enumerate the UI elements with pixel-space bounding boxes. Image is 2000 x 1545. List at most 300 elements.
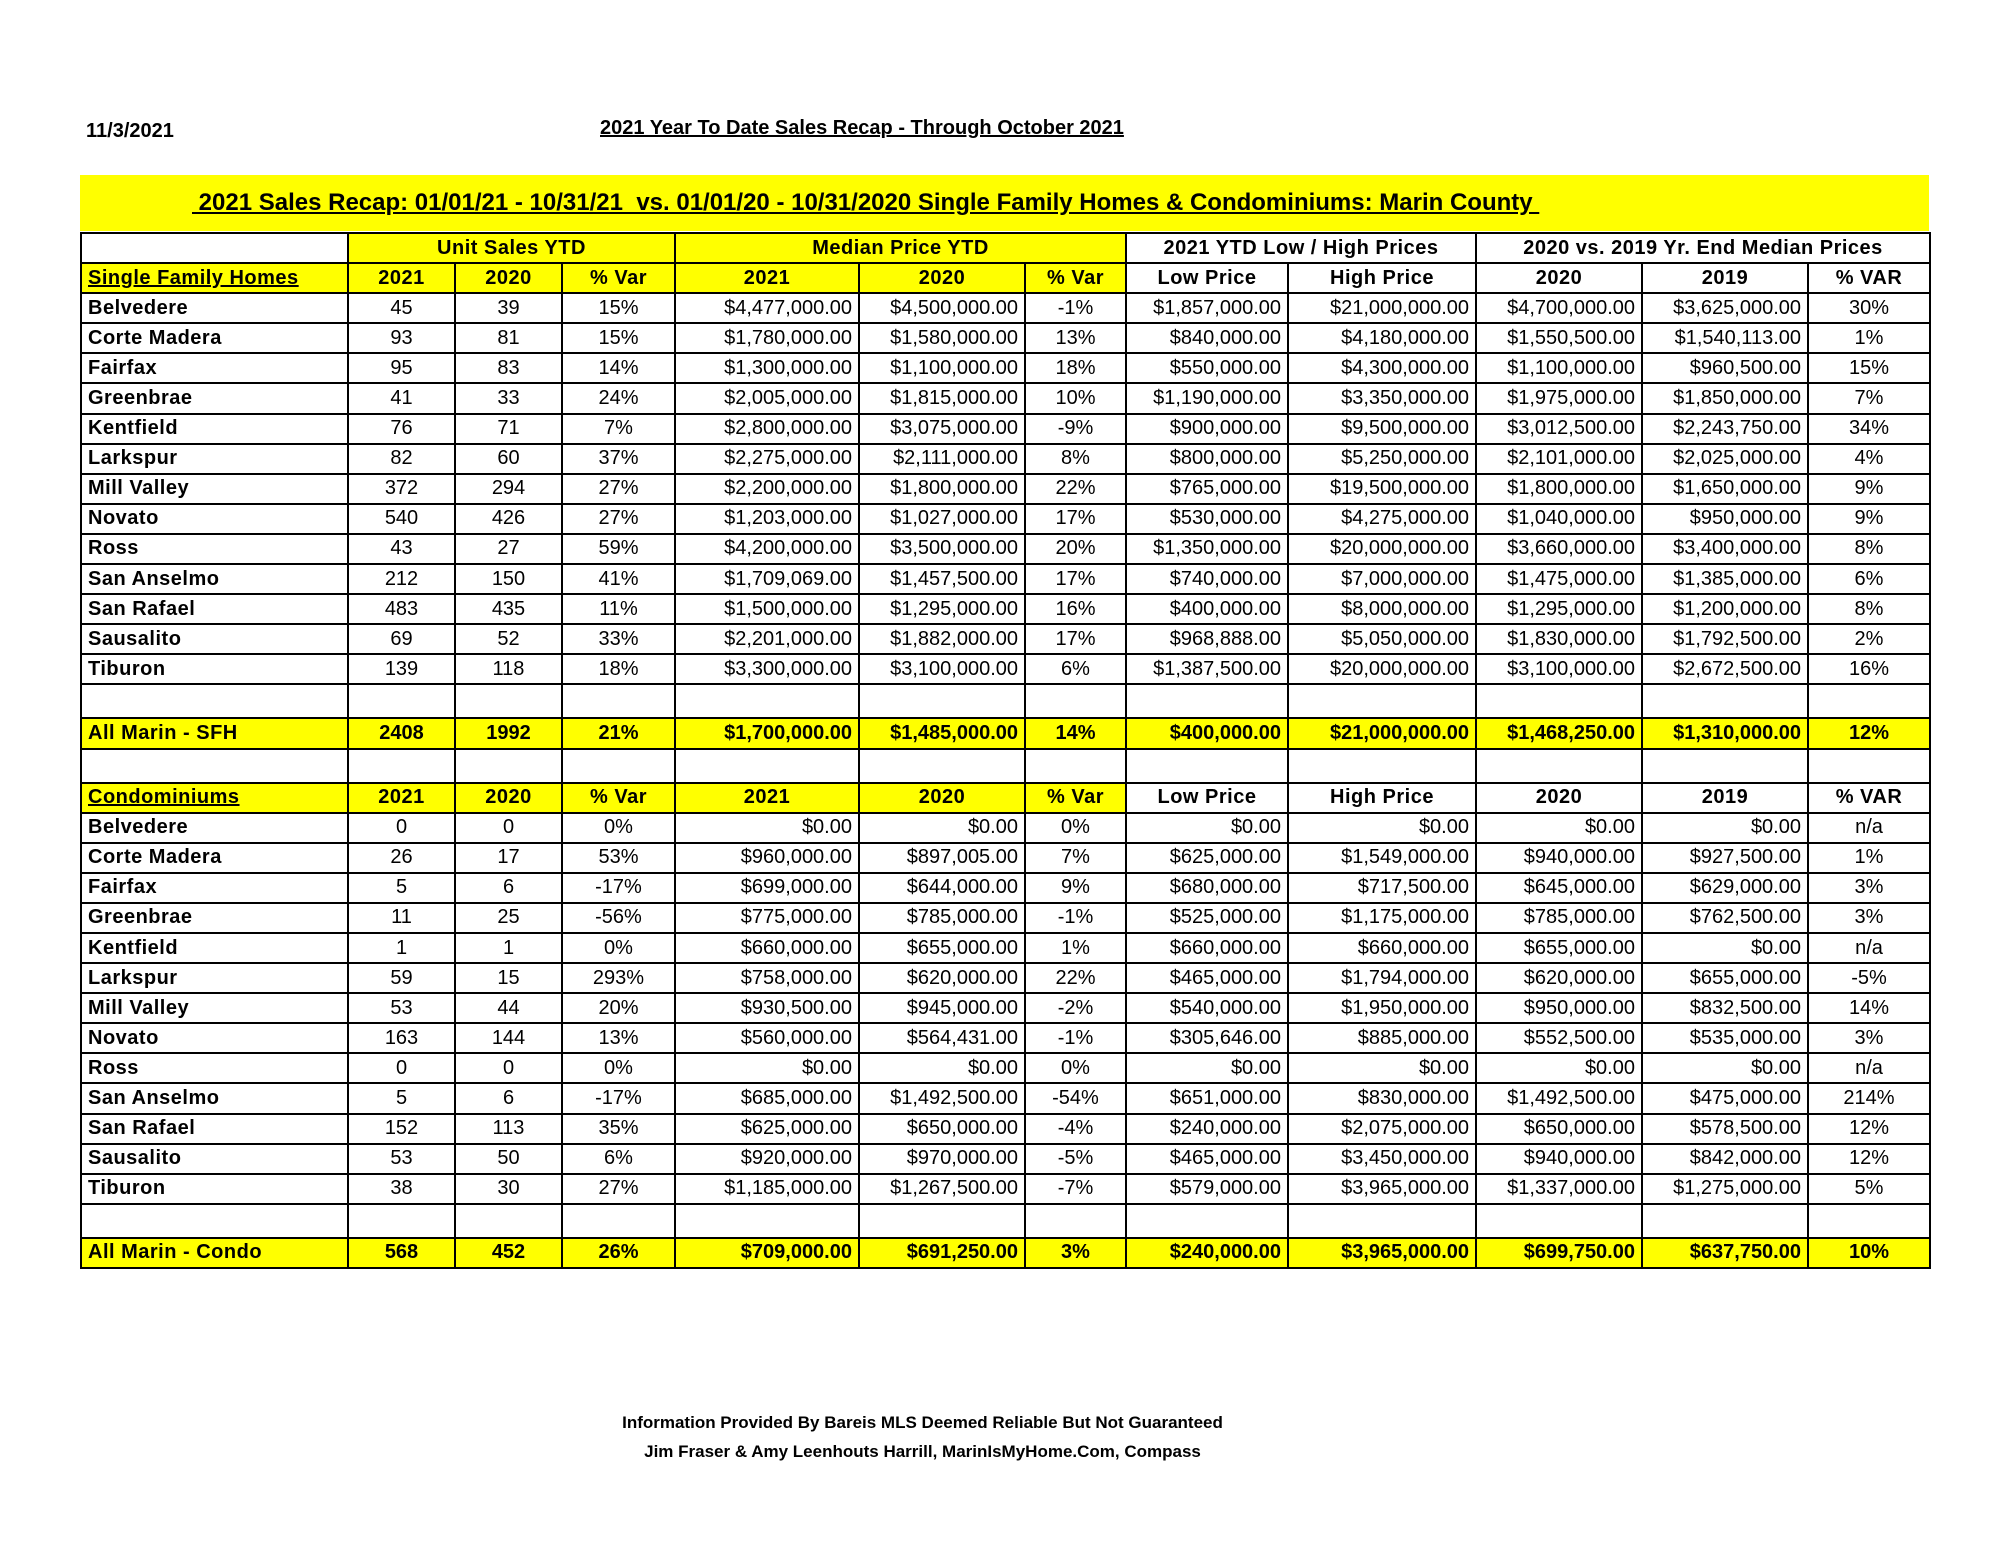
table-cell: 35%: [562, 1114, 675, 1144]
column-header: % Var: [1025, 783, 1126, 813]
table-cell: 5%: [1808, 1174, 1930, 1204]
table-cell: $1,310,000.00: [1642, 718, 1808, 748]
summary-banner: [80, 175, 1929, 231]
table-cell: $0.00: [1642, 933, 1808, 963]
table-cell: $830,000.00: [1288, 1083, 1476, 1113]
table-cell: $8,000,000.00: [1288, 594, 1476, 624]
table-cell: $950,000.00: [1476, 993, 1642, 1023]
table-cell: $655,000.00: [1476, 933, 1642, 963]
table-cell: $840,000.00: [1126, 323, 1288, 353]
table-row: [81, 1144, 1930, 1174]
sfh-column-header-row: [81, 263, 1930, 293]
table-cell: 20%: [1025, 534, 1126, 564]
empty-cell: [1642, 684, 1808, 718]
table-cell: 7%: [1025, 843, 1126, 873]
table-cell: 1%: [1808, 843, 1930, 873]
table-cell: 44: [455, 993, 562, 1023]
table-cell: 69: [348, 624, 455, 654]
table-cell: $1,975,000.00: [1476, 383, 1642, 413]
table-cell: 41%: [562, 564, 675, 594]
table-cell: n/a: [1808, 813, 1930, 843]
table-cell: 33%: [562, 624, 675, 654]
empty-cell: [81, 749, 348, 783]
table-cell: 33: [455, 383, 562, 413]
table-cell: 11: [348, 903, 455, 933]
empty-cell: [1476, 749, 1642, 783]
empty-cell: [1025, 1204, 1126, 1238]
table-cell: -1%: [1025, 903, 1126, 933]
table-cell: 212: [348, 564, 455, 594]
table-cell: $4,500,000.00: [859, 293, 1025, 323]
row-label: Sausalito: [81, 1144, 348, 1174]
table-cell: $691,250.00: [859, 1238, 1025, 1268]
table-cell: 27: [455, 534, 562, 564]
table-row: [81, 414, 1930, 444]
table-cell: $2,005,000.00: [675, 383, 859, 413]
table-cell: 4%: [1808, 444, 1930, 474]
table-cell: 0%: [1025, 813, 1126, 843]
table-cell: $1,792,500.00: [1642, 624, 1808, 654]
empty-cell: [348, 684, 455, 718]
table-cell: $0.00: [675, 813, 859, 843]
empty-cell: [81, 1204, 348, 1238]
table-cell: 0%: [562, 1053, 675, 1083]
table-cell: $9,500,000.00: [1288, 414, 1476, 444]
table-cell: $740,000.00: [1126, 564, 1288, 594]
table-cell: 27%: [562, 474, 675, 504]
table-cell: 27%: [562, 1174, 675, 1204]
table-cell: $1,350,000.00: [1126, 534, 1288, 564]
table-cell: -1%: [1025, 1023, 1126, 1053]
table-cell: 53: [348, 993, 455, 1023]
table-cell: $0.00: [1642, 813, 1808, 843]
table-cell: 3%: [1808, 873, 1930, 903]
table-cell: $699,750.00: [1476, 1238, 1642, 1268]
table-cell: $1,468,250.00: [1476, 718, 1642, 748]
table-cell: $785,000.00: [1476, 903, 1642, 933]
empty-cell: [1288, 749, 1476, 783]
row-label: Belvedere: [81, 813, 348, 843]
table-cell: $680,000.00: [1126, 873, 1288, 903]
table-cell: $0.00: [859, 1053, 1025, 1083]
table-cell: -5%: [1025, 1144, 1126, 1174]
table-cell: $927,500.00: [1642, 843, 1808, 873]
table-cell: $1,780,000.00: [675, 323, 859, 353]
table-cell: 71: [455, 414, 562, 444]
table-cell: $1,457,500.00: [859, 564, 1025, 594]
table-cell: 10%: [1025, 383, 1126, 413]
table-cell: $3,500,000.00: [859, 534, 1025, 564]
column-header: 2020: [455, 783, 562, 813]
table-cell: 18%: [1025, 353, 1126, 383]
table-cell: $0.00: [859, 813, 1025, 843]
column-header: 2020: [1476, 783, 1642, 813]
table-cell: $950,000.00: [1642, 504, 1808, 534]
table-cell: $2,672,500.00: [1642, 654, 1808, 684]
table-cell: $1,800,000.00: [859, 474, 1025, 504]
table-cell: 0: [348, 1053, 455, 1083]
table-cell: $1,830,000.00: [1476, 624, 1642, 654]
table-cell: 214%: [1808, 1083, 1930, 1113]
table-cell: $0.00: [1126, 1053, 1288, 1083]
table-cell: -17%: [562, 1083, 675, 1113]
table-cell: $400,000.00: [1126, 594, 1288, 624]
empty-cell: [1476, 1204, 1642, 1238]
table-cell: -9%: [1025, 414, 1126, 444]
sfh-total-row: [81, 718, 1930, 748]
table-cell: 150: [455, 564, 562, 594]
row-label: Tiburon: [81, 654, 348, 684]
table-cell: $240,000.00: [1126, 1114, 1288, 1144]
table-cell: 14%: [1808, 993, 1930, 1023]
table-cell: $20,000,000.00: [1288, 534, 1476, 564]
table-cell: 18%: [562, 654, 675, 684]
table-cell: 26%: [562, 1238, 675, 1268]
table-cell: $762,500.00: [1642, 903, 1808, 933]
table-row: [81, 963, 1930, 993]
column-header: Low Price: [1126, 263, 1288, 293]
table-cell: $1,650,000.00: [1642, 474, 1808, 504]
table-cell: 14%: [562, 353, 675, 383]
table-cell: -2%: [1025, 993, 1126, 1023]
table-cell: 22%: [1025, 474, 1126, 504]
table-cell: 27%: [562, 504, 675, 534]
empty-cell: [562, 1204, 675, 1238]
table-cell: $2,025,000.00: [1642, 444, 1808, 474]
table-cell: $1,387,500.00: [1126, 654, 1288, 684]
table-cell: $960,500.00: [1642, 353, 1808, 383]
table-cell: $685,000.00: [675, 1083, 859, 1113]
column-header: 2020: [455, 263, 562, 293]
table-cell: $3,075,000.00: [859, 414, 1025, 444]
row-label: San Anselmo: [81, 564, 348, 594]
table-cell: $578,500.00: [1642, 1114, 1808, 1144]
table-cell: $0.00: [1476, 1053, 1642, 1083]
table-cell: $560,000.00: [675, 1023, 859, 1053]
table-cell: $3,350,000.00: [1288, 383, 1476, 413]
table-cell: $699,000.00: [675, 873, 859, 903]
table-cell: $3,100,000.00: [1476, 654, 1642, 684]
table-cell: 152: [348, 1114, 455, 1144]
table-cell: 38: [348, 1174, 455, 1204]
table-cell: 26: [348, 843, 455, 873]
condo-column-header-row: [81, 783, 1930, 813]
row-label: Greenbrae: [81, 903, 348, 933]
table-cell: $800,000.00: [1126, 444, 1288, 474]
empty-cell: [1288, 1204, 1476, 1238]
table-cell: $660,000.00: [1126, 933, 1288, 963]
table-cell: $1,549,000.00: [1288, 843, 1476, 873]
table-cell: $897,005.00: [859, 843, 1025, 873]
table-cell: 50: [455, 1144, 562, 1174]
table-cell: $1,267,500.00: [859, 1174, 1025, 1204]
table-cell: 14%: [1025, 718, 1126, 748]
table-cell: $4,180,000.00: [1288, 323, 1476, 353]
table-cell: $3,450,000.00: [1288, 1144, 1476, 1174]
empty-cell: [455, 1204, 562, 1238]
row-label: San Rafael: [81, 594, 348, 624]
column-header: 2020: [859, 263, 1025, 293]
table-cell: $2,800,000.00: [675, 414, 859, 444]
table-cell: $940,000.00: [1476, 843, 1642, 873]
table-cell: 0: [455, 813, 562, 843]
table-row: [81, 474, 1930, 504]
table-cell: -4%: [1025, 1114, 1126, 1144]
column-header: 2021: [348, 783, 455, 813]
table-cell: 20%: [562, 993, 675, 1023]
table-cell: $7,000,000.00: [1288, 564, 1476, 594]
table-cell: $1,794,000.00: [1288, 963, 1476, 993]
table-cell: $564,431.00: [859, 1023, 1025, 1053]
table-row: [81, 933, 1930, 963]
table-cell: 15%: [562, 293, 675, 323]
table-cell: 52: [455, 624, 562, 654]
table-cell: $709,000.00: [675, 1238, 859, 1268]
table-cell: $579,000.00: [1126, 1174, 1288, 1204]
table-cell: $775,000.00: [675, 903, 859, 933]
table-cell: $4,700,000.00: [1476, 293, 1642, 323]
table-cell: $1,815,000.00: [859, 383, 1025, 413]
table-cell: $1,100,000.00: [1476, 353, 1642, 383]
table-cell: 82: [348, 444, 455, 474]
table-cell: 1: [348, 933, 455, 963]
table-cell: $240,000.00: [1126, 1238, 1288, 1268]
table-cell: 3%: [1808, 903, 1930, 933]
table-cell: $717,500.00: [1288, 873, 1476, 903]
table-cell: $5,050,000.00: [1288, 624, 1476, 654]
column-header: % VAR: [1808, 783, 1930, 813]
table-cell: $0.00: [1126, 813, 1288, 843]
table-cell: 3%: [1808, 1023, 1930, 1053]
table-cell: $400,000.00: [1126, 718, 1288, 748]
table-cell: -5%: [1808, 963, 1930, 993]
footer-disclaimer: Information Provided By Bareis MLS Deemed Reliable But Not Guaranteed: [622, 1413, 1223, 1432]
table-cell: 12%: [1808, 1144, 1930, 1174]
spacer-row: [81, 749, 1930, 783]
table-cell: $552,500.00: [1476, 1023, 1642, 1053]
group-header-year-end: 2020 vs. 2019 Yr. End Median Prices: [1476, 233, 1930, 263]
table-cell: $525,000.00: [1126, 903, 1288, 933]
table-row: [81, 323, 1930, 353]
table-cell: 59: [348, 963, 455, 993]
table-cell: $475,000.00: [1642, 1083, 1808, 1113]
table-cell: n/a: [1808, 1053, 1930, 1083]
row-label: Corte Madera: [81, 843, 348, 873]
column-header: 2020: [1476, 263, 1642, 293]
table-cell: $945,000.00: [859, 993, 1025, 1023]
table-cell: $1,485,000.00: [859, 718, 1025, 748]
sales-recap-table: [80, 232, 1931, 1269]
table-cell: $1,200,000.00: [1642, 594, 1808, 624]
row-label: Kentfield: [81, 414, 348, 444]
empty-cell: [859, 684, 1025, 718]
empty-cell: [348, 1204, 455, 1238]
table-cell: 53: [348, 1144, 455, 1174]
table-cell: $1,040,000.00: [1476, 504, 1642, 534]
empty-cell: [455, 684, 562, 718]
table-cell: $2,201,000.00: [675, 624, 859, 654]
table-cell: $3,300,000.00: [675, 654, 859, 684]
table-cell: 12%: [1808, 718, 1930, 748]
table-cell: 17%: [1025, 624, 1126, 654]
table-cell: $3,660,000.00: [1476, 534, 1642, 564]
table-cell: $629,000.00: [1642, 873, 1808, 903]
empty-cell: [1126, 749, 1288, 783]
empty-cell: [81, 684, 348, 718]
table-cell: $1,492,500.00: [1476, 1083, 1642, 1113]
column-header: % Var: [1025, 263, 1126, 293]
banner-title: 2021 Sales Recap: 01/01/21 - 10/31/21 vs. 01/01/20 - 10/31/2020 Single Family Homes & Condominiums: Marin County: [192, 189, 1540, 216]
table-cell: $1,175,000.00: [1288, 903, 1476, 933]
row-label: Belvedere: [81, 293, 348, 323]
table-cell: $620,000.00: [1476, 963, 1642, 993]
table-cell: 10%: [1808, 1238, 1930, 1268]
table-cell: 30: [455, 1174, 562, 1204]
table-cell: $305,646.00: [1126, 1023, 1288, 1053]
table-cell: $0.00: [1288, 1053, 1476, 1083]
table-cell: $1,027,000.00: [859, 504, 1025, 534]
table-cell: $1,295,000.00: [1476, 594, 1642, 624]
column-header: Low Price: [1126, 783, 1288, 813]
table-row: [81, 564, 1930, 594]
empty-cell: [675, 684, 859, 718]
table-row: [81, 813, 1930, 843]
column-header: % Var: [562, 263, 675, 293]
table-cell: 6%: [562, 1144, 675, 1174]
table-cell: $885,000.00: [1288, 1023, 1476, 1053]
table-cell: 2408: [348, 718, 455, 748]
table-cell: $785,000.00: [859, 903, 1025, 933]
empty-cell: [348, 749, 455, 783]
table-cell: $1,300,000.00: [675, 353, 859, 383]
table-cell: 17: [455, 843, 562, 873]
table-cell: 0: [455, 1053, 562, 1083]
table-cell: 93: [348, 323, 455, 353]
table-cell: $1,857,000.00: [1126, 293, 1288, 323]
column-header: 2020: [859, 783, 1025, 813]
table-cell: $540,000.00: [1126, 993, 1288, 1023]
table-row: [81, 1114, 1930, 1144]
group-header-row: [81, 233, 1930, 263]
empty-cell: [859, 1204, 1025, 1238]
table-cell: 17%: [1025, 504, 1126, 534]
table-cell: 15%: [1808, 353, 1930, 383]
empty-cell: [1288, 684, 1476, 718]
condo-total-row: [81, 1238, 1930, 1268]
table-cell: 0%: [562, 813, 675, 843]
table-cell: 83: [455, 353, 562, 383]
table-cell: $970,000.00: [859, 1144, 1025, 1174]
table-cell: $0.00: [1642, 1053, 1808, 1083]
table-cell: $0.00: [1288, 813, 1476, 843]
table-cell: 118: [455, 654, 562, 684]
table-cell: 12%: [1808, 1114, 1930, 1144]
row-label: Fairfax: [81, 873, 348, 903]
table-cell: $1,850,000.00: [1642, 383, 1808, 413]
table-cell: $1,950,000.00: [1288, 993, 1476, 1023]
table-cell: -54%: [1025, 1083, 1126, 1113]
table-cell: 76: [348, 414, 455, 444]
table-cell: 2%: [1808, 624, 1930, 654]
table-cell: 21%: [562, 718, 675, 748]
table-cell: $1,709,069.00: [675, 564, 859, 594]
table-cell: 0%: [1025, 1053, 1126, 1083]
table-row: [81, 903, 1930, 933]
table-cell: 293%: [562, 963, 675, 993]
table-cell: $21,000,000.00: [1288, 718, 1476, 748]
table-cell: $465,000.00: [1126, 1144, 1288, 1174]
table-row: [81, 444, 1930, 474]
empty-cell: [1808, 1204, 1930, 1238]
table-cell: 6: [455, 1083, 562, 1113]
table-cell: $655,000.00: [859, 933, 1025, 963]
table-cell: 11%: [562, 594, 675, 624]
table-cell: 7%: [562, 414, 675, 444]
table-cell: $968,888.00: [1126, 624, 1288, 654]
row-label: San Anselmo: [81, 1083, 348, 1113]
table-cell: $1,100,000.00: [859, 353, 1025, 383]
table-cell: $3,965,000.00: [1288, 1174, 1476, 1204]
table-cell: $2,101,000.00: [1476, 444, 1642, 474]
table-cell: 6%: [1808, 564, 1930, 594]
table-cell: 7%: [1808, 383, 1930, 413]
table-cell: $21,000,000.00: [1288, 293, 1476, 323]
table-cell: 15%: [562, 323, 675, 353]
table-cell: $2,111,000.00: [859, 444, 1025, 474]
table-cell: $832,500.00: [1642, 993, 1808, 1023]
empty-cell: [1642, 749, 1808, 783]
row-label: Greenbrae: [81, 383, 348, 413]
table-cell: 53%: [562, 843, 675, 873]
table-cell: $1,190,000.00: [1126, 383, 1288, 413]
table-cell: $2,275,000.00: [675, 444, 859, 474]
table-cell: $4,275,000.00: [1288, 504, 1476, 534]
table-cell: $19,500,000.00: [1288, 474, 1476, 504]
table-cell: 0%: [562, 933, 675, 963]
table-cell: $3,625,000.00: [1642, 293, 1808, 323]
table-cell: 1%: [1025, 933, 1126, 963]
table-cell: 139: [348, 654, 455, 684]
document-title: 2021 Year To Date Sales Recap - Through October 2021: [600, 117, 1124, 139]
table-cell: $960,000.00: [675, 843, 859, 873]
table-cell: 294: [455, 474, 562, 504]
sfh-section-label: Single Family Homes: [81, 263, 348, 293]
table-cell: 3%: [1025, 1238, 1126, 1268]
row-label: Novato: [81, 1023, 348, 1053]
table-row: [81, 993, 1930, 1023]
table-cell: 372: [348, 474, 455, 504]
empty-cell: [1476, 684, 1642, 718]
table-row: [81, 654, 1930, 684]
table-cell: 1992: [455, 718, 562, 748]
row-label: Fairfax: [81, 353, 348, 383]
table-cell: $535,000.00: [1642, 1023, 1808, 1053]
table-row: [81, 1083, 1930, 1113]
table-cell: $900,000.00: [1126, 414, 1288, 444]
table-cell: 9%: [1025, 873, 1126, 903]
table-cell: 540: [348, 504, 455, 534]
table-cell: $1,492,500.00: [859, 1083, 1025, 1113]
table-cell: -17%: [562, 873, 675, 903]
empty-cell: [1025, 749, 1126, 783]
table-cell: 60: [455, 444, 562, 474]
table-cell: $1,700,000.00: [675, 718, 859, 748]
table-cell: $1,337,000.00: [1476, 1174, 1642, 1204]
table-cell: $530,000.00: [1126, 504, 1288, 534]
table-cell: $1,275,000.00: [1642, 1174, 1808, 1204]
table-cell: 0: [348, 813, 455, 843]
table-row: [81, 1023, 1930, 1053]
